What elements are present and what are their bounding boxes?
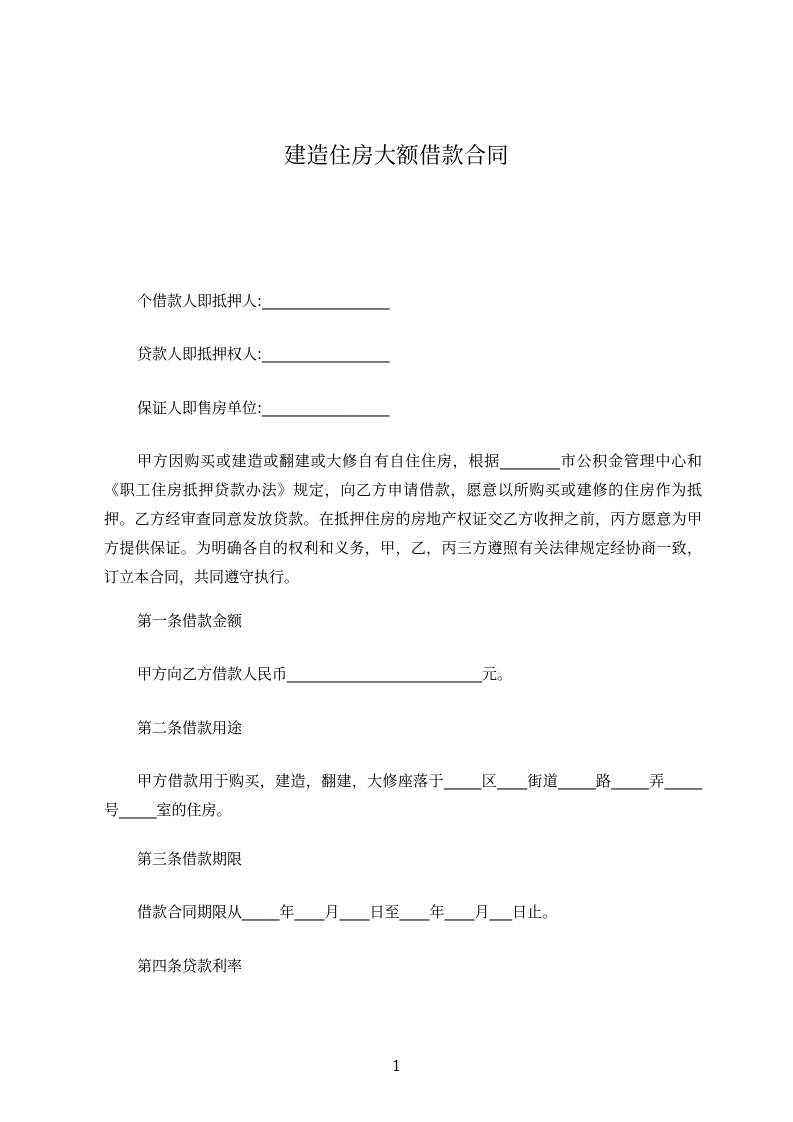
article-2-body: 甲方借款用于购买，建造，翻建，大修座落于_____区____街道_____路_____弄_____号_____室的住房。 (104, 772, 702, 819)
page-number: 1 (391, 1057, 402, 1075)
article-1-heading: 第一条借款金额 (137, 612, 243, 630)
borrower-line: 个借款人即抵押人:_________________ (137, 292, 390, 310)
article-1-body: 甲方向乙方借款人民币__________________________元。 (137, 665, 513, 683)
preamble-paragraph: 甲方因购买或建造或翻建或大修自有自住住房，根据________市公积金管理中心和《职工住房抵押贷款办法》规定，向乙方申请借款，愿意以所购买或建修的住房作为抵押。乙方经审查同意发放贷款。在抵押住房的房地产权证交乙方收押之前，丙方愿意为甲方提供保证。为明确各自的权利和义务，甲，乙，丙三方遵照有关法律规定经协商一致，订立本合同，共同遵守执行。 (104, 452, 702, 586)
lender-line: 贷款人即抵押权人:_________________ (137, 345, 390, 363)
document-title: 建造住房大额借款合同 (283, 144, 509, 169)
guarantor-line: 保证人即售房单位:_________________ (137, 399, 390, 417)
article-3-body: 借款合同期限从_____年____月____日至____年____月___日止。 (137, 903, 558, 921)
article-2-heading: 第二条借款用途 (137, 719, 243, 737)
article-3-heading: 第三条借款期限 (137, 850, 243, 868)
article-4-heading: 第四条贷款利率 (137, 957, 243, 975)
